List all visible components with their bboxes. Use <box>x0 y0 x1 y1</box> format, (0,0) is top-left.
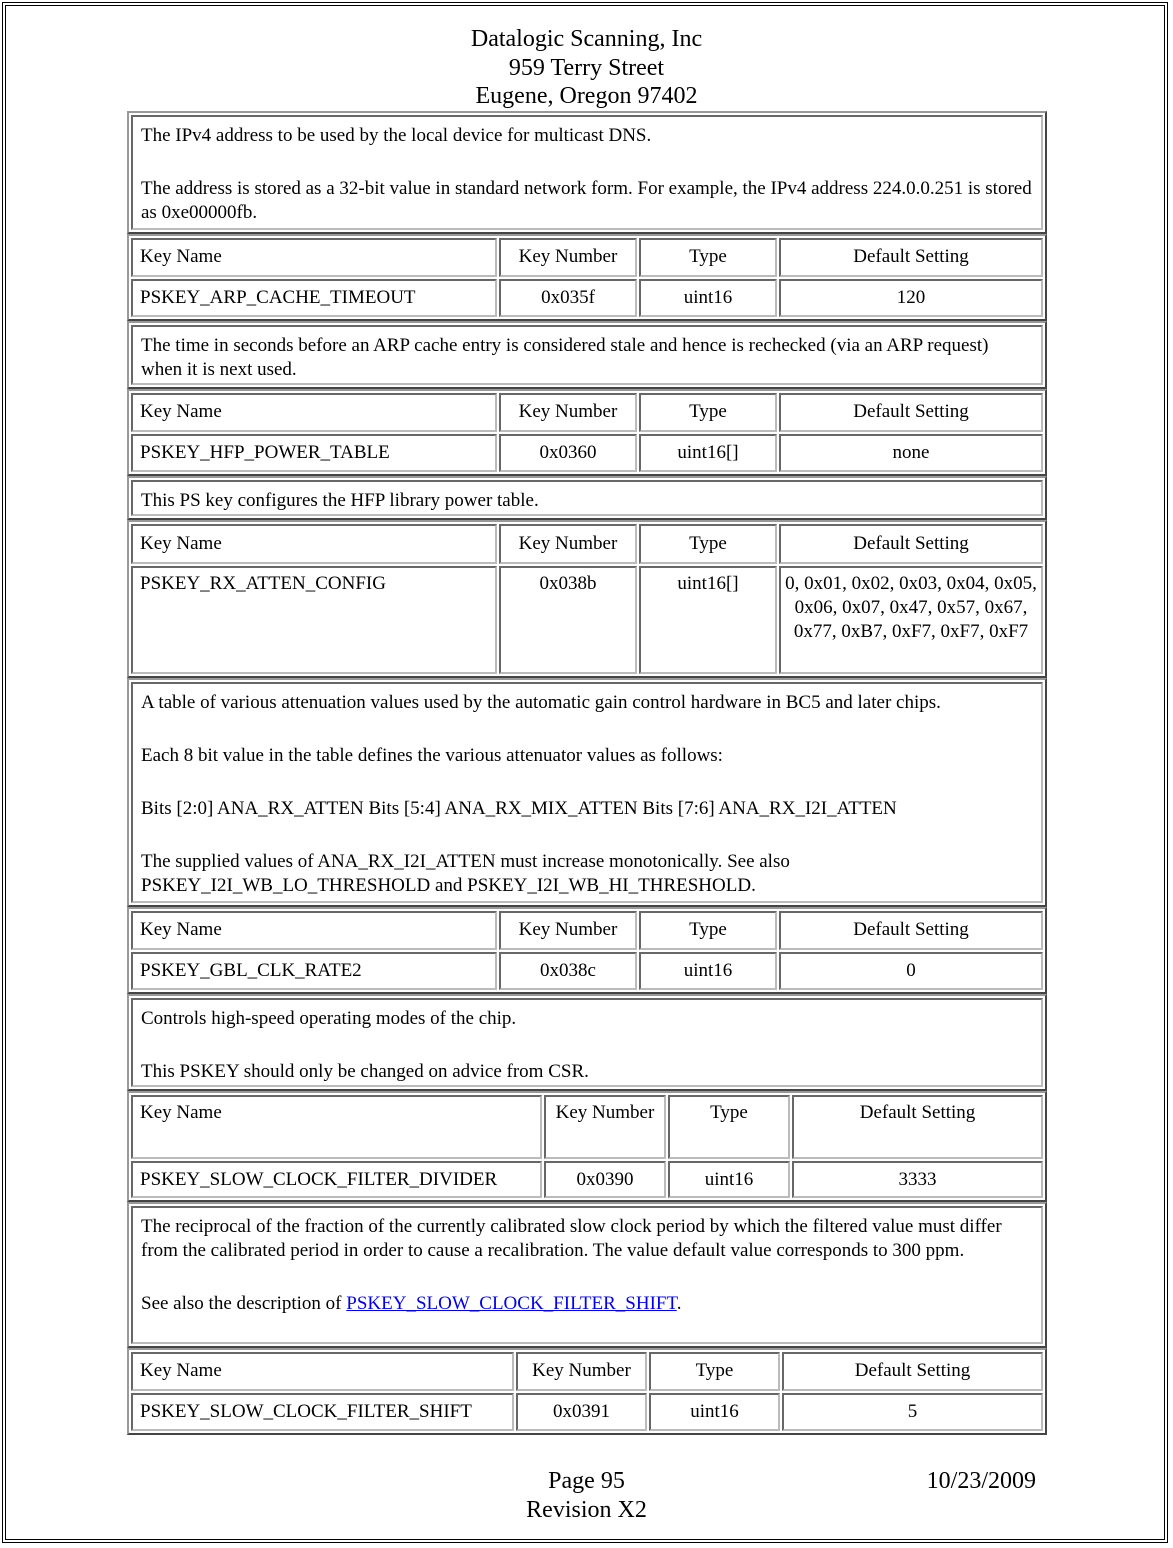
key-type-cell: uint16 <box>639 952 777 991</box>
header-key-name: Key Name <box>131 524 497 564</box>
key-name-cell: PSKEY_ARP_CACHE_TIMEOUT <box>131 279 497 318</box>
header-key-number: Key Number <box>499 911 637 950</box>
header-default-setting: Default Setting <box>779 393 1043 432</box>
header-key-name: Key Name <box>131 1095 542 1159</box>
key-name-cell: PSKEY_SLOW_CLOCK_FILTER_DIVIDER <box>131 1161 542 1198</box>
see-also-prefix: See also the description of <box>141 1293 347 1314</box>
key-type-cell: uint16[] <box>639 434 777 473</box>
key-number-cell: 0x0360 <box>499 434 637 473</box>
see-also-paragraph <box>141 1292 1033 1316</box>
key-table-hfp-power-table <box>127 389 1047 476</box>
description-paragraph: The time in seconds before an ARP cache entry is considered stale and hence is rechecked (via an ARP request) when it is next used. <box>141 335 989 380</box>
description-gbl-clk-rate2 <box>127 994 1047 1091</box>
header-default-setting: Default Setting <box>792 1095 1043 1159</box>
key-default-cell: 3333 <box>792 1161 1043 1198</box>
intro-description <box>127 111 1047 234</box>
description-hfp-power-table <box>127 476 1047 520</box>
header-default-setting: Default Setting <box>779 238 1043 277</box>
key-name-cell: PSKEY_RX_ATTEN_CONFIG <box>131 566 497 674</box>
header-key-number: Key Number <box>499 393 637 432</box>
header-key-name: Key Name <box>131 1352 514 1391</box>
company-name: Datalogic Scanning, Inc <box>470 26 703 52</box>
key-default-cell: 0 <box>779 952 1043 991</box>
header-key-number: Key Number <box>544 1095 666 1159</box>
key-default-cell: 120 <box>779 279 1043 318</box>
header-key-name: Key Name <box>131 238 497 277</box>
header-type: Type <box>639 393 777 432</box>
description-rx-atten-config <box>127 678 1047 907</box>
key-name-cell: PSKEY_HFP_POWER_TABLE <box>131 434 497 473</box>
header-type: Type <box>639 911 777 950</box>
key-number-cell: 0x0390 <box>544 1161 666 1198</box>
key-table-gbl-clk-rate2 <box>127 907 1047 994</box>
key-default-cell: none <box>779 434 1043 473</box>
company-street: 959 Terry Street <box>508 54 665 81</box>
description-slow-clock-filter-divider <box>127 1202 1047 1348</box>
description-paragraph: The reciprocal of the fraction of the currently calibrated slow clock period by which the filtered value must differ from the calibrated period in order to cause a recalibration. The value default value corresponds to 300 ppm. <box>141 1216 1002 1261</box>
key-default-cell: 5 <box>782 1393 1043 1432</box>
revision: Revision X2 <box>526 1497 647 1523</box>
company-city: Eugene, Oregon 97402 <box>475 83 698 109</box>
header-key-number: Key Number <box>499 524 637 564</box>
page-number: Page 95 <box>548 1468 625 1494</box>
key-number-cell: 0x035f <box>499 279 637 318</box>
key-type-cell: uint16[] <box>639 566 777 674</box>
description-paragraph: This PSKEY should only be changed on advice from CSR. <box>141 1061 589 1082</box>
description-arp-cache-timeout <box>127 321 1047 389</box>
key-type-cell: uint16 <box>649 1393 780 1432</box>
key-table-slow-clock-filter-shift <box>127 1348 1047 1435</box>
see-also-link[interactable]: PSKEY_SLOW_CLOCK_FILTER_SHIFT <box>346 1293 677 1314</box>
header-default-setting: Default Setting <box>779 524 1043 564</box>
description-paragraph: Each 8 bit value in the table defines the various attenuator values as follows: <box>141 745 723 766</box>
intro-paragraph: The address is stored as a 32-bit value in standard network form. For example, the IPv4 address 224.0.0.251 is stored as 0xe00000fb. <box>141 178 1032 223</box>
key-number-cell: 0x0391 <box>516 1393 647 1432</box>
header-key-name: Key Name <box>131 393 497 432</box>
header-key-number: Key Number <box>516 1352 647 1391</box>
document-date: 10/23/2009 <box>926 1468 1036 1494</box>
description-paragraph: This PS key configures the HFP library power table. <box>141 490 539 511</box>
header-key-name: Key Name <box>131 911 497 950</box>
key-table-arp-cache-timeout <box>127 234 1047 321</box>
key-name-cell: PSKEY_GBL_CLK_RATE2 <box>131 952 497 991</box>
key-table-slow-clock-filter-divider <box>127 1091 1047 1202</box>
header-type: Type <box>639 238 777 277</box>
header-type: Type <box>639 524 777 564</box>
description-paragraph: Bits [2:0] ANA_RX_ATTEN Bits [5:4] ANA_RX_MIX_ATTEN Bits [7:6] ANA_RX_I2I_ATTEN <box>141 798 897 819</box>
letterhead <box>0 25 1173 111</box>
header-type: Type <box>649 1352 780 1391</box>
description-paragraph: The supplied values of ANA_RX_I2I_ATTEN must increase monotonically. See also PSKEY_I2I_WB_LO_THRESHOLD and PSKEY_I2I_WB_HI_THRESHOLD. <box>141 851 790 896</box>
key-type-cell: uint16 <box>668 1161 790 1198</box>
key-type-cell: uint16 <box>639 279 777 318</box>
header-default-setting: Default Setting <box>782 1352 1043 1391</box>
key-number-cell: 0x038c <box>499 952 637 991</box>
see-also-suffix: . <box>676 1293 682 1314</box>
description-paragraph: Controls high-speed operating modes of the chip. <box>141 1008 517 1029</box>
key-table-rx-atten-config <box>127 520 1047 678</box>
header-default-setting: Default Setting <box>779 911 1043 950</box>
description-paragraph: A table of various attenuation values used by the automatic gain control hardware in BC5 and later chips. <box>141 692 941 713</box>
key-default-cell: 0, 0x01, 0x02, 0x03, 0x04, 0x05, 0x06, 0x07, 0x47, 0x57, 0x67, 0x77, 0xB7, 0xF7, 0xF7, 0xF7 <box>779 566 1043 674</box>
header-key-number: Key Number <box>499 238 637 277</box>
header-type: Type <box>668 1095 790 1159</box>
key-name-cell: PSKEY_SLOW_CLOCK_FILTER_SHIFT <box>131 1393 514 1432</box>
key-number-cell: 0x038b <box>499 566 637 674</box>
intro-paragraph: The IPv4 address to be used by the local device for multicast DNS. <box>141 125 652 146</box>
